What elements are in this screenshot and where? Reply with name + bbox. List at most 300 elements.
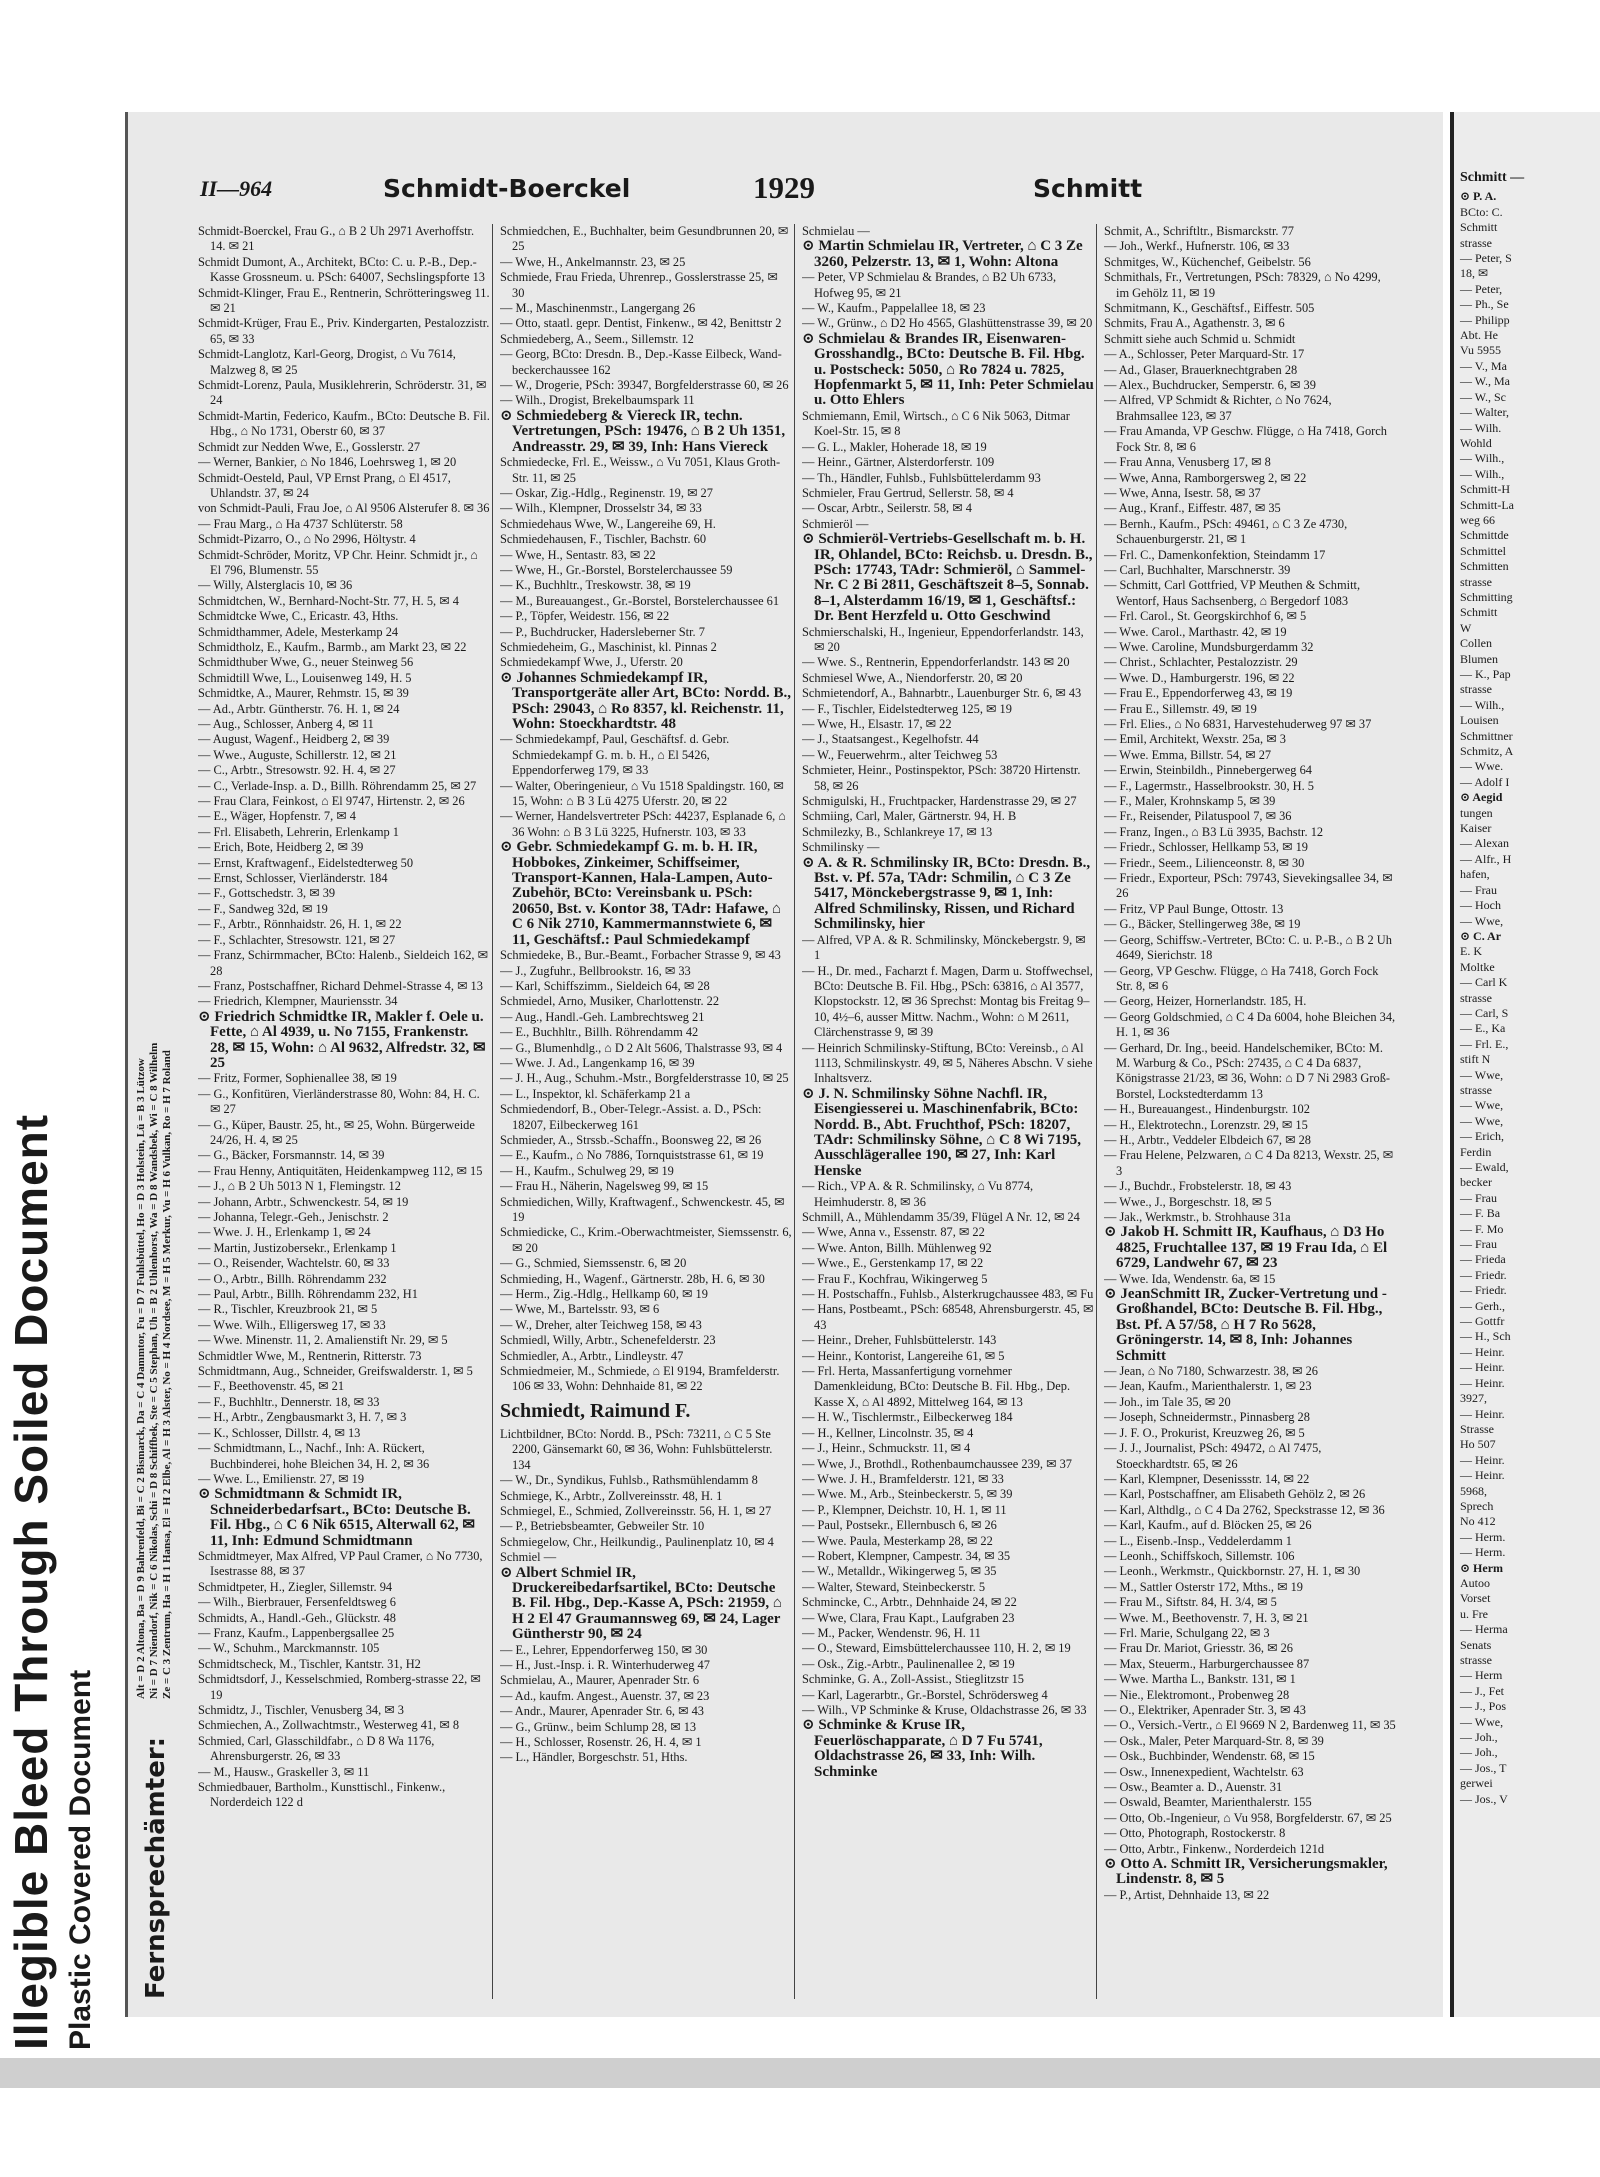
directory-entry: — M., Packer, Wendenstr. 96, H. 11 [802, 1625, 981, 1640]
directory-entry: — August, Wagenf., Heidberg 2, ✉ 39 [198, 732, 390, 747]
directory-entry: — K., Schlosser, Dillstr. 4, ✉ 13 [198, 1425, 361, 1440]
next-page-line: — Gerh., [1460, 1298, 1505, 1313]
directory-entry: — Wwe, J., Brothdl., Rothenbaumchaussee 239, ✉ 37 [802, 1456, 1072, 1471]
directory-entry: Schmidt-Boerckel, Frau G., ⌂ B 2 Uh 2971 Averhoffstr. 14. ✉ 21 [198, 224, 475, 254]
directory-entry: — L., Händler, Borgeschstr. 51, Hths. [500, 1750, 688, 1765]
directory-entry: — Heinr., Dreher, Fuhlsbüttelerstr. 143 [802, 1333, 997, 1348]
directory-entry: — Ernst, Kraftwagenf., Eidelstedterweg 50 [198, 855, 414, 870]
directory-entry: — H., Kellner, Lincolnstr. 35, ✉ 4 [802, 1425, 974, 1440]
next-page-line: Strasse [1460, 1421, 1494, 1436]
directory-entry: — F., Arbtr., Rönnhaidstr. 26, H. 1, ✉ 22 [198, 917, 402, 932]
directory-entry: — Joh., im Tale 35, ✉ 20 [1104, 1394, 1231, 1409]
directory-entry: — Frau Amanda, VP Geschw. Flügge, ⌂ Ha 7418, Gorch Fock Str. 8, ✉ 6 [1104, 424, 1387, 454]
directory-entry: Schmidt-Langlotz, Karl-Georg, Drogist, ⌂ Vu 7614, Malzweg 8, ✉ 25 [198, 347, 456, 377]
directory-entry: — F., Tischler, Eidelstedterweg 125, ✉ 19 [802, 701, 1012, 716]
next-page-line: Schmitt-H [1460, 482, 1510, 497]
directory-entry: Lichtbildner, BCto: Nordd. B., PSch: 73211, ⌂ C 5 Ste 2200, Gänsemarkt 60, ✉ 36, Wohn: Fuhlsbüttelerstr. 134 [500, 1426, 773, 1472]
directory-entry: — J., ⌂ B 2 Uh 5013 N 1, Flemingstr. 12 [198, 1179, 401, 1194]
next-page-line: — Jos., T [1460, 1760, 1507, 1775]
directory-entry: — J. J., Journalist, PSch: 49472, ⌂ Al 7475, Stoeckhardtstr. 65, ✉ 26 [1104, 1441, 1322, 1471]
next-page-line: — Alfr., H [1460, 851, 1512, 866]
directory-entry: — G., Konfitüren, Vierländerstrasse 80, Wohn: 84, H. C. ✉ 27 [198, 1086, 480, 1117]
directory-entry: — Wwe, M., Bartelsstr. 93, ✉ 6 [500, 1302, 660, 1317]
next-page-line: Ho 507 [1460, 1437, 1496, 1452]
directory-entry: — Jean, Kaufm., Marienthalerstr. 1, ✉ 23 [1104, 1379, 1312, 1394]
directory-entry: Schmidt zur Nedden Wwe, E., Gosslerstr. 27 [198, 439, 421, 454]
next-page-line: ⊙ C. Ar [1460, 928, 1502, 943]
directory-entry: Schmidtz, J., Tischler, Venusberg 34, ✉ 3 [198, 1703, 404, 1717]
directory-entry: — Martin, Justizobersekr., Erlenkamp 1 [198, 1240, 397, 1255]
directory-entry: — W., Drogerie, PSch: 39347, Borgfelderstrasse 60, ✉ 26 [500, 378, 789, 393]
directory-entry: ⊙ Otto A. Schmitt IR, Versicherungsmakler, Lindenstr. 8, ✉ 5 [1104, 1856, 1388, 1888]
directory-entry: Schmitt siehe auch Schmid u. Schmidt [1104, 331, 1296, 346]
directory-entry: Schminke, G. A., Zoll-Assist., Stieglitzstr 15 [802, 1672, 1024, 1687]
scan-caption-strip [0, 120, 100, 2050]
next-page-line: Sprech [1460, 1498, 1494, 1513]
directory-entry: — Walter, Steward, Steinbeckerstr. 5 [802, 1579, 986, 1594]
next-page-line: strasse [1460, 990, 1492, 1005]
directory-entry: Schmidt-Lorenz, Paula, Musiklehrerin, Schröderstr. 31, ✉ 24 [198, 378, 487, 408]
directory-page [125, 112, 1443, 2017]
directory-entry: — Frau Dr. Mariot, Griesstr. 36, ✉ 26 [1104, 1641, 1293, 1656]
next-page-line: — J., Pos [1460, 1699, 1507, 1714]
next-page-line: — Joh., [1460, 1745, 1498, 1760]
directory-entry: — Otto, Arbtr., Finkenw., Norderdeich 121d [1104, 1841, 1325, 1856]
directory-entry: — L., Eisenb.-Insp., Veddelerdamm 1 [1104, 1533, 1292, 1548]
directory-entry: — F., Schlachter, Stresowstr. 121, ✉ 27 [198, 932, 396, 947]
directory-entry: — P., Töpfer, Weidestr. 156, ✉ 22 [500, 609, 670, 624]
scan-shadow [0, 2058, 1600, 2088]
directory-entry: — Frau E., Sillemstr. 49, ✉ 19 [1104, 701, 1257, 716]
directory-entry: — Frl. Elies., ⌂ No 6831, Harvestehuderweg 97 ✉ 37 [1104, 717, 1372, 731]
directory-entry: Schmidthammer, Adele, Mesterkamp 24 [198, 624, 399, 639]
directory-entry: Schmiedbauer, Bartholm., Kunsttischl., Finkenw., Norderdeich 122 d [198, 1780, 446, 1810]
directory-entry: — H., Dr. med., Facharzt f. Magen, Darm u. Stoffwechsel, BCto: Deutsche B. Fil. Hbg., PSch: 63816, ⌂ Al 3577, Klopstockstr. 12, ✉ 36 Sprechst: Montag bis Freitag 9–10, 4½–6, ausser Mittw. Nachm., Wohn: ⌂ M 2611, Clärchenstrasse 9, ✉ 39 [802, 963, 1093, 1040]
directory-entry: — Johanna, Telegr.-Geh., Jenischstr. 2 [198, 1210, 389, 1224]
next-page-line: 18, ✉ [1460, 266, 1489, 281]
directory-entry: — Ad., Glaser, Brauerknechtgraben 28 [1104, 362, 1298, 377]
next-page-line: Vorset [1460, 1591, 1491, 1606]
next-page-line: strasse [1460, 1653, 1492, 1667]
directory-entry: — Karl, Klempner, Desenissstr. 14, ✉ 22 [1104, 1471, 1310, 1486]
directory-entry: — Wwe. Paula, Mesterkamp 28, ✉ 22 [802, 1533, 993, 1548]
next-page-line: W [1460, 620, 1472, 635]
directory-entry: — Osk., Buchbinder, Wendenstr. 68, ✉ 15 [1104, 1749, 1315, 1764]
next-page-line: weg 66 [1460, 512, 1495, 527]
next-page-line: 3927, [1460, 1391, 1487, 1406]
directory-entry: — Carl, Buchhalter, Marschnerstr. 39 [1104, 562, 1291, 577]
next-page-line: — Jos., V [1460, 1791, 1508, 1806]
next-page-line: Schmittner [1460, 728, 1513, 743]
directory-entry: ⊙ J. N. Schmilinsky Söhne Nachfl. IR, Eisengiesserei u. Maschinenfabrik, BCto: Nordd. B., Abt. Fruchthof, PSch: 18207, TAdr: Schmilinsky Söhne, ⌂ C 8 Wi 7195, Ausschlägerallee 190, ✉ 27, Inh: Karl Henske [802, 1085, 1081, 1179]
directory-entry: — Friedr., Exporteur, PSch: 79743, Sievekingsallee 34, ✉ 26 [1104, 871, 1393, 901]
directory-entry: Schmiedendorf, B., Ober-Telegr.-Assist. a. D., PSch: 18207, Eilbeckerweg 161 [500, 1102, 762, 1132]
directory-entry: — Werner, Handelsvertreter PSch: 44237, Esplanade 6, ⌂ 36 Wohn: ⌂ B 3 Lü 3225, Hufnerstr. 103, ✉ 33 [500, 809, 786, 839]
directory-entry: — G., Schmied, Siemssenstr. 6, ✉ 20 [500, 1256, 687, 1271]
directory-entry: — Wilh., Bierbrauer, Fersenfeldtsweg 6 [198, 1595, 397, 1610]
next-page-line: stift N [1460, 1052, 1491, 1067]
directory-entry: — Osk., Maler, Peter Marquard-Str. 8, ✉ 39 [1104, 1733, 1324, 1748]
next-page-line: hafen, [1460, 867, 1490, 882]
directory-entry: — J. F. O., Prokurist, Kreuzweg 26, ✉ 5 [1104, 1425, 1305, 1440]
directory-entry: — Frau M., Siftstr. 84, H. 3/4, ✉ 5 [1104, 1595, 1277, 1610]
next-page-line: — Peter, S [1460, 251, 1512, 266]
directory-entry: — P., Artist, Dehnhaide 13, ✉ 22 [1104, 1887, 1270, 1902]
directory-entry: — A., Schlosser, Peter Marquard-Str. 17 [1104, 347, 1305, 362]
directory-entry: — Aug., Kranf., Eiffestr. 487, ✉ 35 [1104, 501, 1281, 516]
next-page-line: — Frl. E., [1460, 1036, 1509, 1051]
column-2 [500, 224, 792, 1999]
directory-entry: — Wwe. M., Beethovenstr. 7, H. 3, ✉ 21 [1104, 1610, 1309, 1625]
directory-entry: — G., Grünw., beim Schlump 28, ✉ 13 [500, 1719, 697, 1734]
directory-entry: Schmithals, Fr., Vertretungen, PSch: 78329, ⌂ No 4299, im Gehölz 11, ✉ 19 [1104, 270, 1381, 300]
directory-entry: — C., Arbtr., Stresowstr. 92. H. 4, ✉ 27 [198, 763, 396, 778]
next-page-line: — Heinr. [1460, 1344, 1505, 1359]
directory-entry: — Karl, Kaufm., auf d. Blöcken 25, ✉ 26 [1104, 1518, 1312, 1533]
next-page-line: Schmitt [1460, 605, 1498, 620]
directory-entry: Schmiedicke, C., Krim.-Oberwachtmeister, Siemssenstr. 6, ✉ 20 [500, 1225, 792, 1255]
directory-entry: — Heinrich Schmilinsky-Stiftung, BCto: Vereinsb., ⌂ Al 1113, Schmilinskystr. 49, ✉ 5, Näheres Abschn. V siehe Inhaltsverz. [802, 1040, 1093, 1086]
directory-entry: — O., Steward, Eimsbüttelerchaussee 110, H. 2, ✉ 19 [802, 1641, 1071, 1656]
next-page-line: Moltke [1460, 959, 1495, 974]
next-page-line: Collen [1460, 636, 1492, 651]
exchange-label: Fernsprechämter: [141, 1736, 171, 1999]
next-page-line: — Philipp [1460, 312, 1510, 327]
directory-entry: — Ad., kaufm. Angest., Auenstr. 37, ✉ 23 [500, 1688, 710, 1703]
directory-entry: — Otto, Ob.-Ingenieur, ⌂ Vu 958, Borgfelderstr. 67, ✉ 25 [1104, 1810, 1392, 1825]
directory-entry: — Friedrich, Klempner, Mauriensstr. 34 [198, 994, 398, 1009]
exchange-sidebar [131, 224, 191, 1999]
directory-entry: — Wilh., Klempner, Drosselstr 34, ✉ 33 [500, 501, 702, 516]
next-page-line: — Hoch [1460, 898, 1501, 913]
next-page-line: — J., Fet [1460, 1683, 1505, 1698]
next-page-line: strasse [1460, 574, 1492, 589]
next-page-line: tungen [1460, 805, 1493, 820]
directory-entry: — Wwe. Emma, Billstr. 54, ✉ 27 [1104, 747, 1272, 762]
directory-entry: — E., Wäger, Hopfenstr. 7, ✉ 4 [198, 809, 356, 824]
directory-entry: — Heinr., Kontorist, Langereihe 61, ✉ 5 [802, 1348, 1005, 1363]
directory-entry: Schmill, A., Mühlendamm 35/39, Flügel A Nr. 12, ✉ 24 [802, 1210, 1080, 1224]
directory-entry: — H., Kaufm., Schulweg 29, ✉ 19 [500, 1163, 674, 1178]
directory-entry: — Robert, Klempner, Campestr. 34, ✉ 35 [802, 1548, 1011, 1563]
directory-entry: — H., Schlosser, Rosenstr. 26, H. 4, ✉ 1 [500, 1735, 702, 1749]
directory-entry: Schmidtke, A., Maurer, Rehmstr. 15, ✉ 39 [198, 686, 409, 701]
directory-entry: — Erwin, Steinbildh., Pinnebergerweg 64 [1104, 763, 1312, 778]
directory-entry: — Karl, Althdlg., ⌂ C 4 Da 2762, Speckstrasse 12, ✉ 36 [1104, 1502, 1385, 1517]
directory-entry: — O., Elektriker, Apenrader Str. 3, ✉ 43 [1104, 1703, 1306, 1717]
directory-entry: — Andr., Maurer, Apenrader Str. 6, ✉ 43 [500, 1704, 704, 1719]
next-page-line: — E., Ka [1460, 1021, 1506, 1036]
directory-entry: — Georg, Heizer, Hornerlandstr. 185, H. [1104, 994, 1307, 1009]
column-3 [802, 224, 1094, 1999]
next-page-line: — Alexan [1460, 836, 1509, 851]
directory-entry: — Georg Goldschmied, ⌂ C 4 Da 6004, hohe Bleichen 34, H. 1, ✉ 36 [1104, 1009, 1396, 1040]
exchange-line-1: Alt = D 2 Altona, Ba = D 9 Bahrenfeld, Bi = C 2 Bismarck, Da = C 4 Dammtor, Fu = D 7 Fuhlsbüttel, Ho = D 3 Holstein, Lü = B 3 Lützow [135, 1058, 147, 1699]
column-1 [198, 224, 490, 1999]
directory-entry: Schmidt-Klinger, Frau E., Rentnerin, Schrötteringsweg 11. ✉ 21 [198, 285, 490, 316]
column-rule [1096, 224, 1097, 1999]
directory-entry: — W., Dreher, alter Teichweg 158, ✉ 43 [500, 1317, 702, 1332]
directory-entry: — W., Feuerwehrm., alter Teichweg 53 [802, 747, 998, 762]
next-page-line: — Erich, [1460, 1129, 1504, 1144]
directory-entry: Schmiede, Frau Frieda, Uhrenrep., Gosslerstrasse 25, ✉ 30 [500, 270, 778, 300]
directory-entry: — Alex., Buchdrucker, Semperstr. 6, ✉ 39 [1104, 378, 1316, 393]
directory-entry: Schmidtholz, E., Kaufm., Barmb., am Markt 23, ✉ 22 [198, 639, 467, 654]
next-page-line: — H., Sch [1460, 1329, 1511, 1344]
right-running-title: Schmitt [1033, 174, 1143, 203]
directory-entry: Schmidtmeyer, Max Alfred, VP Paul Cramer, ⌂ No 7730, Isestrasse 88, ✉ 37 [198, 1548, 483, 1579]
directory-entry: — Frau Marg., ⌂ Ha 4737 Schlüterstr. 58 [198, 516, 403, 531]
directory-entry: Schmielau — [802, 224, 870, 238]
next-page-line: Schmitt [1460, 220, 1498, 235]
directory-entry: — Osw., Beamter a. D., Auenstr. 31 [1104, 1780, 1283, 1795]
directory-entry: ⊙ Martin Schmielau IR, Vertreter, ⌂ C 3 Ze 3260, Pelzerstr. 13, ✉ 1, Wohn: Altona [802, 238, 1083, 270]
directory-entry: — M., Bureauangest., Gr.-Borstel, Borstelerchaussee 61 [500, 593, 780, 608]
next-page-line: becker [1460, 1175, 1492, 1190]
directory-entry: — F., Maler, Krohnskamp 5, ✉ 39 [1104, 794, 1276, 809]
next-page-line: Louisen [1460, 713, 1499, 728]
directory-entry: — Schmiedekampf, Paul, Geschäftsf. d. Gebr. Schmiedekampf G. m. b. H., ⌂ El 5426, Eppendorferweg 179, ✉ 33 [500, 732, 730, 778]
directory-entry: Schmigulski, H., Fruchtpacker, Hardenstrasse 29, ✉ 27 [802, 794, 1077, 809]
directory-entry: — Wwe, H., Sentastr. 83, ✉ 22 [500, 547, 656, 562]
directory-entry: — Wwe. M., Arb., Steinbeckerstr. 5, ✉ 39 [802, 1487, 1013, 1502]
directory-entry: — F., Gottschedstr. 3, ✉ 39 [198, 886, 336, 901]
next-page-line: Schmitt-La [1460, 497, 1514, 512]
directory-entry: Schmilezky, B., Schlankreye 17, ✉ 13 [802, 824, 993, 839]
directory-entry: — Frau H., Näherin, Nagelsweg 99, ✉ 15 [500, 1179, 709, 1194]
directory-entry: Schmietendorf, A., Bahnarbtr., Lauenburger Str. 6, ✉ 43 [802, 686, 1082, 701]
directory-entry: — Wwe., E., Gerstenkamp 17, ✉ 22 [802, 1256, 984, 1271]
directory-entry: — H., Bureauangest., Hindenburgstr. 102 [1104, 1102, 1310, 1117]
directory-entry: — Willy, Alsterglacis 10, ✉ 36 [198, 578, 353, 593]
directory-entry: — Franz, Postschaffner, Richard Dehmel-Strasse 4, ✉ 13 [198, 978, 483, 993]
directory-entry: — R., Tischler, Kreuzbrook 21, ✉ 5 [198, 1302, 378, 1317]
directory-entry: — Wwe, H., Elsastr. 17, ✉ 22 [802, 717, 952, 731]
directory-entry: — E., Lehrer, Eppendorferweg 150, ✉ 30 [500, 1642, 708, 1657]
directory-entry: — Johann, Arbtr., Schwenckestr. 54, ✉ 19 [198, 1194, 409, 1209]
next-page-line: — Heinr. [1460, 1375, 1505, 1390]
next-page-line: No 412 [1460, 1514, 1496, 1529]
directory-entry: — P., Buchdrucker, Hadersleberner Str. 7 [500, 624, 705, 639]
directory-entry: — Franz, Ingen., ⌂ B3 Lü 3935, Bachstr. 12 [1104, 824, 1324, 839]
directory-entry: Schmiedmeier, M., Schmiede, ⌂ El 9194, Bramfelderstr. 106 ✉ 33, Wohn: Dehnhaide 81, ✉ 22 [500, 1364, 780, 1394]
next-page-line: — Frau [1460, 1237, 1497, 1252]
directory-entry: — Frl. Carol., St. Georgskirchhof 6, ✉ 5 [1104, 609, 1307, 624]
next-page-line: Blumen [1460, 651, 1498, 666]
directory-entry: — F., Lagermstr., Hasselbrookstr. 30, H. 5 [1104, 778, 1314, 793]
directory-entry: — Georg, VP Geschw. Flügge, ⌂ Ha 7418, Gorch Fock Str. 8, ✉ 6 [1104, 963, 1379, 993]
directory-entry: Schmiedichen, Willy, Kraftwagenf., Schwenckestr. 45, ✉ 19 [500, 1194, 785, 1224]
directory-entry: — Frl. Herta, Massanfertigung vornehmer Damenkleidung, BCto: Deutsche B. Fil. Hbg., Dep. Kasse X, ⌂ Al 4892, Mittelweg 164, ✉ 13 [802, 1364, 1071, 1409]
directory-entry: — H., Just.-Insp. i. R. Winterhuderweg 47 [500, 1657, 710, 1672]
directory-entry: — J., Zugfuhr., Bellbrookstr. 16, ✉ 33 [500, 963, 691, 978]
directory-entry: — Heinr., Gärtner, Alsterdorferstr. 109 [802, 455, 995, 470]
next-page-line: — Walter, [1460, 405, 1509, 420]
directory-entry: Schmitmann, K., Geschäftsf., Eiffestr. 505 [1104, 301, 1315, 316]
next-page-line: — Friedr. [1460, 1267, 1507, 1282]
directory-entry: — Emil, Architekt, Wexstr. 25a, ✉ 3 [1104, 732, 1286, 747]
next-page-line: — W., Ma [1460, 374, 1511, 389]
directory-entry: — Frau F., Kochfrau, Wikingerweg 5 [802, 1271, 988, 1286]
directory-entry: — Frl. Elisabeth, Lehrerin, Erlenkamp 1 [198, 824, 399, 839]
directory-entry: — Wwe, H., Ankelmannstr. 23, ✉ 25 [500, 254, 686, 269]
next-page-line: — Wwe. [1460, 759, 1504, 774]
next-page-line: Schmitz, A [1460, 744, 1514, 759]
next-page-line: E. K [1460, 944, 1482, 959]
directory-entry: — O., Arbtr., Billh. Röhrendamm 232 [198, 1271, 387, 1286]
directory-entry: ⊙ A. & R. Schmilinsky IR, BCto: Dresdn. B., Bst. v. Pf. 57a, TAdr: Schmilin, ⌂ C 3 Ze 5417, Mönckebergstrasse 9, ✉ 1, Inh: Alfred Schmilinsky, Rissen, und Richard Schmilinsky, hier [802, 854, 1091, 933]
directory-entry: Schmiesel Wwe, A., Niendorferstr. 20, ✉ 20 [802, 670, 1023, 685]
directory-entry: Schmielau, A., Maurer, Apenrader Str. 6 [500, 1673, 700, 1688]
directory-entry: — G., Küper, Baustr. 25, ht., ✉ 25, Wohn. Bürgerweide 24/26, H. 4, ✉ 25 [198, 1117, 475, 1147]
directory-entry: — Gerhard, Dr. Ing., beeid. Handelschemiker, BCto: M. M. Warburg & Co., PSch: 27435, ⌂ C 4 Da 6837, Königstrasse 21/23, ✉ 36, Wohn: ⌂ D 7 Ni 2983 Groß-Borstel, Lockstedterdamm 13 [1104, 1040, 1391, 1101]
directory-entry: — Hans, Postbeamt., PSch: 68548, Ahrensburgerstr. 45, ✉ 43 [802, 1302, 1094, 1332]
directory-entry: Schmidtsdorf, J., Kesselschmied, Romberg-strasse 22, ✉ 19 [198, 1672, 481, 1702]
directory-entry: — C., Verlade-Insp. a. D., Billh. Röhrendamm 25, ✉ 27 [198, 778, 477, 793]
directory-entry: — Wwe. Carol., Marthastr. 42, ✉ 19 [1104, 624, 1287, 639]
directory-entry: — H. Postschaffn., Fuhlsb., Alsterkrugchaussee 483, ✉ Fu [802, 1287, 1094, 1302]
directory-entry: — Jak., Werkmstr., b. Strohhause 31a [1104, 1210, 1291, 1224]
directory-entry: — F., Beethovenstr. 45, ✉ 21 [198, 1379, 345, 1394]
directory-entry: Schmincke, C., Arbtr., Dehnhaide 24, ✉ 22 [802, 1595, 1017, 1610]
directory-entry: — Wwe. L., Emilienstr. 27, ✉ 19 [198, 1471, 365, 1486]
directory-entry: — Jean, ⌂ No 7180, Schwarzestr. 38, ✉ 26 [1104, 1364, 1318, 1379]
directory-entry: — Werner, Bankier, ⌂ No 1846, Loehrsweg 1, ✉ 20 [198, 455, 457, 470]
directory-entry: — Georg, BCto: Dresdn. B., Dep.-Kasse Eilbeck, Wand-beckerchaussee 162 [500, 347, 782, 377]
directory-entry: — Th., Händler, Fuhlsb., Fuhlsbüttelerdamm 93 [802, 470, 1041, 485]
directory-entry: Schmiege, K., Arbtr., Zollvereinsstr. 48, H. 1 [500, 1488, 723, 1503]
directory-entry: Schmidt-Pizarro, O., ⌂ No 2996, Höltystr. 4 [198, 532, 416, 547]
directory-entry: — Alfred, VP Schmidt & Richter, ⌂ No 7624, Brahmsallee 123, ✉ 37 [1104, 393, 1332, 423]
directory-entry: — Herm., Zig.-Hdlg., Hellkamp 60, ✉ 19 [500, 1287, 708, 1302]
directory-entry: — Joseph, Schneidermstr., Pinnasberg 28 [1104, 1410, 1310, 1425]
directory-entry: — F., Sandweg 32d, ✉ 19 [198, 901, 328, 916]
directory-entry: — Paul, Postsekr., Ellernbusch 6, ✉ 26 [802, 1518, 997, 1533]
directory-entry: — Ad., Arbtr. Güntherstr. 76. H. 1, ✉ 24 [198, 701, 400, 716]
next-page-line: — Herm. [1460, 1529, 1506, 1544]
directory-entry: Schmiegel, E., Schmied, Zollvereinsstr. 56, H. 1, ✉ 27 [500, 1503, 772, 1518]
directory-entry: ⊙ Gebr. Schmiedekampf G. m. b. H. IR, Hobbokes, Zinkeimer, Schiffseimer, Transport-Kannen, Hala-Lampen, Auto-Zubehör, BCto: Vereinsbank u. PSch: 20650, Bst. v. Kontor 38, TAdr: Hafawe, ⌂ C 6 Nik 2710, Kammermannstwiete 6, ✉ 11, Geschäftsf.: Paul Schmiedekampf [500, 839, 782, 948]
next-page-line: — Wilh., [1460, 466, 1505, 481]
next-page-line: — Wwe, [1460, 1113, 1504, 1128]
directory-entry: ⊙ Schminke & Kruse IR, Feuerlöschapparate, ⌂ D 7 Fu 5741, Oldachstrasse 26, ✉ 33, Inh: Wilh. Schminke [802, 1717, 1043, 1780]
directory-entry: — Friedr., Schlosser, Hellkamp 53, ✉ 19 [1104, 840, 1308, 855]
directory-entry: — Schmitt, Carl Gottfried, VP Meuthen & Schmitt, Wentorf, Haus Sachsenberg, ⌂ Bergedorf 1083 [1104, 578, 1361, 608]
directory-entry: — Frl. Marie, Schulgang 22, ✉ 3 [1104, 1625, 1270, 1640]
directory-entry: — Wwe., Auguste, Schillerstr. 12, ✉ 21 [198, 747, 397, 762]
next-page-line: — F. Ba [1460, 1206, 1501, 1221]
next-page-line: Schmittel [1460, 543, 1506, 558]
directory-entry: Schmiing, Carl, Maler, Gärtnerstr. 94, H. B [802, 809, 1017, 824]
next-page-line: — Ph., Se [1460, 297, 1509, 312]
directory-entry: — Friedr., Seem., Lilienceonstr. 8, ✉ 30 [1104, 855, 1305, 870]
directory-entry: — Wilh., VP Schminke & Kruse, Oldachstrasse 26, ✉ 33 [802, 1703, 1087, 1717]
directory-entry: — Oswald, Beamter, Marienthalerstr. 155 [1104, 1795, 1312, 1810]
directory-entry: Schmiedehaus Wwe, W., Langereihe 69, H. [500, 516, 716, 531]
directory-entry: — Ernst, Schlosser, Vierländerstr. 184 [198, 871, 388, 886]
directory-entry: Schmieler, Frau Gertrud, Sellerstr. 58, ✉ 4 [802, 485, 1014, 500]
next-page-line: strasse [1460, 235, 1492, 250]
directory-entry: — Frau Helene, Pelzwaren, ⌂ C 4 Da 8213, Wexstr. 25, ✉ 3 [1104, 1148, 1394, 1178]
directory-entry: Schmidtscheck, M., Tischler, Kantstr. 31, H2 [198, 1656, 421, 1671]
directory-entry: Schmidts, A., Handl.-Geh., Glückstr. 48 [198, 1610, 396, 1625]
directory-entry: — Frl. C., Damenkonfektion, Steindamm 17 [1104, 547, 1326, 562]
directory-entry: — M., Sattler Osterstr 172, Mths., ✉ 19 [1104, 1579, 1303, 1594]
directory-entry: — J., Staatsangest., Kegelhofstr. 44 [802, 732, 979, 747]
column-rule [794, 224, 795, 1999]
directory-entry: ⊙ Jakob H. Schmitt IR, Kaufhaus, ⌂ D3 Ho 4825, Fruchtallee 137, ✉ 19 Frau Ida, ⌂ El 6729, Landwehr 67, ✉ 23 [1104, 1224, 1388, 1272]
directory-entry: — Frau Henny, Antiquitäten, Heidenkampweg 112, ✉ 15 [198, 1163, 483, 1178]
directory-entry: — W., Kaufm., Pappelallee 18, ✉ 23 [802, 301, 986, 316]
directory-entry: Schmidtill Wwe, L., Louisenweg 149, H. 5 [198, 670, 412, 685]
directory-entry: von Schmidt-Pauli, Frau Joe, ⌂ Al 9506 Alsterufer 8. ✉ 36 [198, 501, 490, 516]
directory-entry: — Karl, Lagerarbtr., Gr.-Borstel, Schrödersweg 4 [802, 1687, 1048, 1702]
directory-entry: — Wwe. Minenstr. 11, 2. Amalienstift Nr. 29, ✉ 5 [198, 1333, 448, 1348]
directory-entry: — Peter, VP Schmielau & Brandes, ⌂ B2 Uh 6733, Hofweg 95, ✉ 21 [802, 270, 1057, 300]
next-page-line: — Wilh. [1460, 420, 1502, 435]
next-page-line: — Frau [1460, 882, 1497, 897]
directory-entry: Schmiechen, A., Zollwachtmstr., Westerweg 41, ✉ 8 [198, 1718, 460, 1733]
directory-entry: — L., Inspektor, kl. Schäferkamp 21 a [500, 1086, 691, 1101]
directory-entry: Schmidt-Krüger, Frau E., Priv. Kindergarten, Pestalozzistr. 65, ✉ 33 [198, 316, 490, 346]
next-page-lines [1460, 189, 1600, 1807]
directory-entry: Schmieter, Heinr., Postinspektor, PSch: 38720 Hirtenstr. 58, ✉ 26 [802, 763, 1081, 793]
directory-entry: — Wwe. Martha L., Bankstr. 131, ✉ 1 [1104, 1672, 1296, 1687]
caption-line-1: Illegible Bleed Through Soiled Document [5, 1113, 57, 2050]
directory-entry: ⊙ Albert Schmiel IR, Druckereibedarfsartikel, BCto: Deutsche B. Fil. Hbg., Dep.-Kasse A, PSch: 21959, ⌂ H 2 El 47 Graumannsweg 69, ✉ 24, Lager Güntherstr 90, ✉ 24 [500, 1564, 782, 1643]
next-page-line: — Wilh., [1460, 697, 1505, 712]
directory-entry: Schmidtmann, Aug., Schneider, Greifswalderstr. 1, ✉ 5 [198, 1364, 473, 1379]
next-page-line: — F. Mo [1460, 1221, 1504, 1236]
directory-entry: — Leonh., Schiffskoch, Sillemstr. 106 [1104, 1548, 1295, 1563]
next-page-line: — Gottfr [1460, 1314, 1505, 1329]
directory-entry: Schmiedeberg, A., Seem., Sillemstr. 12 [500, 331, 694, 346]
directory-entry: — Fritz, VP Paul Bunge, Ottostr. 13 [1104, 901, 1284, 916]
directory-entry: — Leonh., Werkmstr., Quickbornstr. 27, H. 1, ✉ 30 [1104, 1564, 1361, 1579]
next-page-line: — Wwe, [1460, 913, 1504, 928]
directory-entry: — E., Kaufm., ⌂ No 7886, Tornquiststrasse 61, ✉ 19 [500, 1148, 764, 1163]
next-page-line: — Frieda [1460, 1252, 1506, 1267]
exchange-line-3: Ze = C 3 Zentrum, Ha = H 1 Hansa, El = H 2 Elbe, Al = H 3 Alster, No = H 4 Nordsee, M = H 5 Merkur, Vu = H 6 Vulkan, Ro = H 7 Roland [161, 1050, 173, 1699]
directory-entry: Schmiegelow, Chr., Heilkundig., Paulinenplatz 10, ✉ 4 [500, 1534, 774, 1549]
directory-entry: — Wwe. Wilh., Elligersweg 17, ✉ 33 [198, 1317, 386, 1332]
directory-entry: — P., Klempner, Deichstr. 10, H. 1, ✉ 11 [802, 1502, 1007, 1517]
page-header [128, 170, 1443, 210]
next-page-line: Schmitting [1460, 589, 1513, 604]
directory-entry: ⊙ Friedrich Schmidtke IR, Makler f. Oele u. Fette, ⌂ Al 4939, u. No 7155, Frankenstr. 28, ✉ 15, Wohn: ⌂ Al 9632, Alfredstr. 32, ✉ 25 [198, 1008, 486, 1071]
directory-entry: Schmit, A., Schriftltr., Bismarckstr. 77 [1104, 224, 1294, 238]
next-page-line: — Heinr. [1460, 1406, 1505, 1421]
year: 1929 [753, 170, 815, 205]
next-page-line: — Adolf I [1460, 774, 1510, 789]
directory-entry: — Wwe., J., Borgeschstr. 18, ✉ 5 [1104, 1194, 1272, 1209]
directory-entry: Schmilinsky — [802, 840, 880, 855]
directory-entry: — Otto, Photograph, Rostockerstr. 8 [1104, 1826, 1286, 1841]
directory-entry: — Wwe. Anton, Billh. Mühlenweg 92 [802, 1240, 992, 1255]
directory-entry: — M., Hausw., Graskeller 3, ✉ 11 [198, 1764, 370, 1779]
next-page-line: Kaiser [1460, 821, 1492, 836]
next-page-line: — Joh., [1460, 1730, 1498, 1745]
directory-entry: — W., Dr., Syndikus, Fuhlsb., Rathsmühlendamm 8 [500, 1473, 758, 1488]
directory-entry: Schmiedecke, Frl. E., Weissw., ⌂ Vu 7051, Klaus Groth-Str. 11, ✉ 25 [500, 455, 781, 485]
next-page-line: ⊙ P. A. [1460, 189, 1497, 204]
directory-entry: — M., Maschinenmstr., Langergang 26 [500, 301, 696, 316]
directory-entry: — Rich., VP A. & R. Schmilinsky, ⌂ Vu 8774, Heimhuderstr. 8, ✉ 36 [802, 1179, 1034, 1209]
next-page-line: — Wwe, [1460, 1098, 1504, 1113]
directory-entry: — Wwe, Anna, Isestr. 58, ✉ 37 [1104, 485, 1261, 500]
directory-entry: Schmits, Frau A., Agathenstr. 3, ✉ 6 [1104, 316, 1285, 331]
next-page-line: Ferdin [1460, 1144, 1492, 1159]
